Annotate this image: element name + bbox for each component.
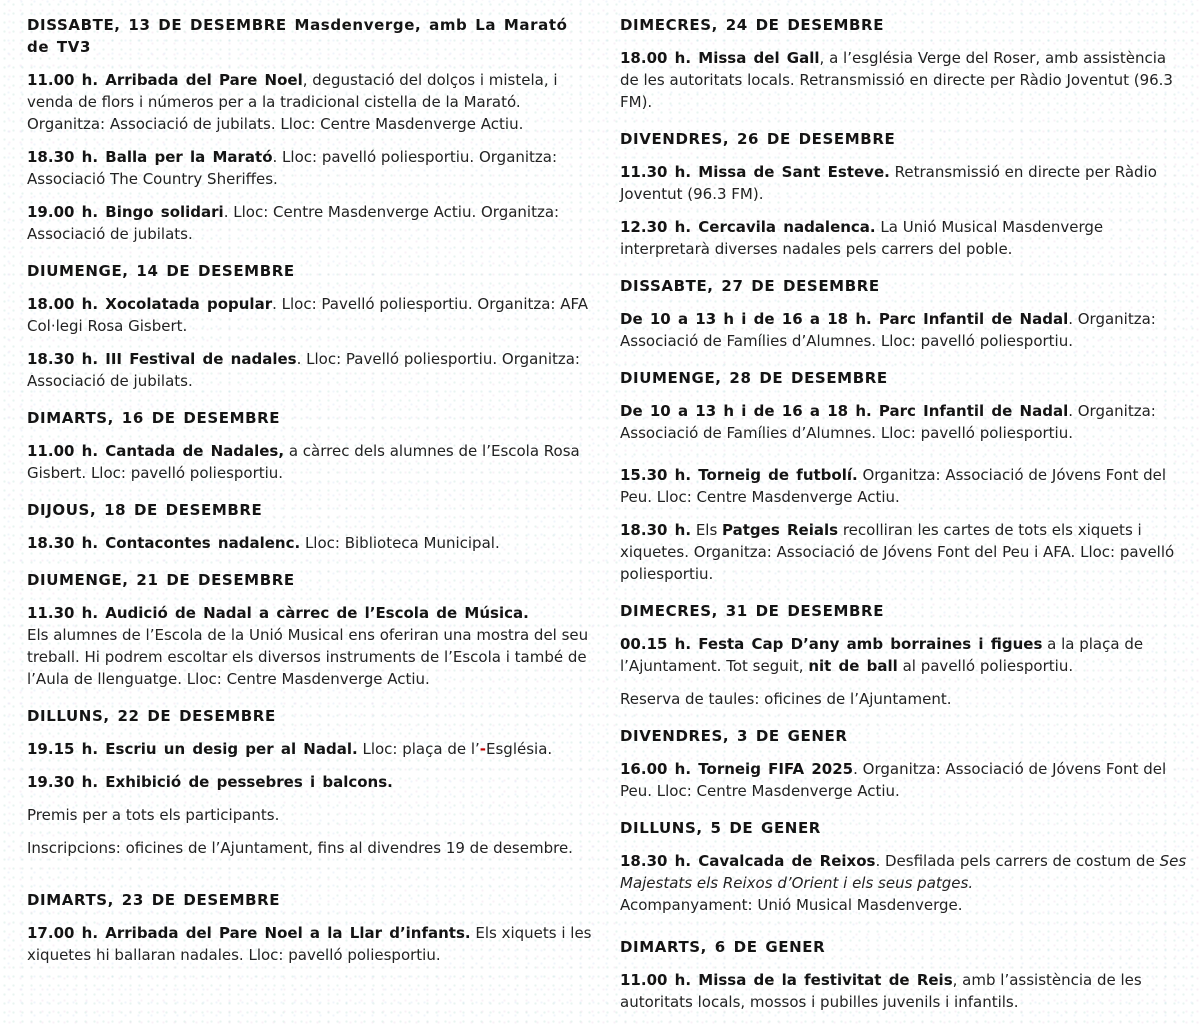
event-day-heading <box>27 14 594 58</box>
text-run: DIUMENGE, 28 DE DESEMBRE <box>620 369 888 387</box>
event-day-heading <box>620 367 1187 389</box>
event-entry <box>27 602 594 690</box>
text-run: DIJOUS, 18 DE DESEMBRE <box>27 501 263 519</box>
text-run: . Organitza: Associació de Famílies d’Alumnes. Lloc: pavelló poliesportiu. <box>620 310 1156 350</box>
text-run: 11.00 h. Missa de la festivitat de Reis <box>620 971 953 989</box>
text-run: DILLUNS, 5 DE GENER <box>620 819 821 837</box>
text-run: DIUMENGE, 14 DE DESEMBRE <box>27 262 295 280</box>
text-run: DIVENDRES, 3 DE GENER <box>620 727 848 745</box>
event-entry <box>620 400 1187 444</box>
text-run: Reserva de taules: oficines de l’Ajuntament. <box>620 690 952 708</box>
event-entry <box>27 348 594 392</box>
text-run: , a l’església Verge del Roser, amb assistència de les autoritats locals. Retransmissió en directe per Ràdio Joventut (96.3 FM). <box>620 49 1173 111</box>
text-run: . Lloc: Centre Masdenverge Actiu. Organitza: Associació de jubilats. <box>27 203 560 243</box>
event-day-heading <box>27 569 594 591</box>
text-run: DISSABTE, 27 DE DESEMBRE <box>620 277 880 295</box>
text-run: DISSABTE, 13 DE DESEMBRE Masdenverge, amb La Marató de TV3 <box>27 16 568 56</box>
text-run: Església. <box>486 740 553 758</box>
text-run: Els alumnes de l’Escola de la Unió Musical ens oferiran una mostra del seu treball. Hi podrem escoltar els diversos instruments de l’Escola i també de l’Aula de llenguatge. Lloc: Centre Masdenverge Actiu. <box>27 626 589 688</box>
event-entry <box>620 633 1187 677</box>
text-run: Ses Majestats els Reixos d’Orient i els seus patges. <box>620 852 1187 892</box>
event-entry <box>620 850 1187 916</box>
event-entry <box>620 161 1187 205</box>
text-run: 00.15 h. Festa Cap D’any amb borraines i figues <box>620 635 1043 653</box>
text-run: 18.30 h. Balla per la Marató <box>27 148 273 166</box>
text-run: . Lloc: pavelló poliesportiu. Organitza: Associació The Country Sheriffes. <box>27 148 558 188</box>
text-run: Patges Reials <box>722 521 839 539</box>
text-run: . Organitza: Associació de Jóvens Font del Peu. Lloc: Centre Masdenverge Actiu. <box>620 760 1167 800</box>
text-run: DILLUNS, 22 DE DESEMBRE <box>27 707 276 725</box>
text-run: a càrrec dels alumnes de l’Escola Rosa Gisbert. Lloc: pavelló poliesportiu. <box>27 442 580 482</box>
event-entry <box>620 519 1187 585</box>
text-run: Acompanyament: Unió Musical Masdenverge. <box>620 896 963 914</box>
text-run: 19.15 h. Escriu un desig per al Nadal. <box>27 740 358 758</box>
text-run: DIUMENGE, 21 DE DESEMBRE <box>27 571 295 589</box>
text-run: 11.30 h. Audició de Nadal a càrrec de l’Escola de Música. <box>27 604 529 622</box>
text-run: De 10 a 13 h i de 16 a 18 h. Parc Infantil de Nadal <box>620 310 1069 328</box>
event-day-heading <box>27 705 594 727</box>
text-run: 18.30 h. Contacontes nadalenc. <box>27 534 301 552</box>
text-run: 16.00 h. Torneig FIFA 2025 <box>620 760 854 778</box>
event-day-heading <box>620 936 1187 958</box>
event-entry <box>27 146 594 190</box>
event-entry <box>620 216 1187 260</box>
text-run: Els <box>691 521 723 539</box>
text-run: 18.00 h. Xocolatada popular <box>27 295 273 313</box>
text-run: recolliran les cartes de tots els xiquets i xiquetes. Organitza: Associació de Jóvens Font del Peu i AFA. Lloc: pavelló poliesportiu. <box>620 521 1175 583</box>
event-entry <box>27 293 594 337</box>
event-entry <box>620 688 1187 710</box>
event-day-heading <box>27 889 594 911</box>
event-entry <box>27 922 594 966</box>
text-run: DIMARTS, 16 DE DESEMBRE <box>27 409 281 427</box>
text-run: DIMARTS, 23 DE DESEMBRE <box>27 891 281 909</box>
text-run: . Lloc: Pavelló poliesportiu. Organitza: Associació de jubilats. <box>27 350 580 390</box>
text-run: al pavelló poliesportiu. <box>897 657 1074 675</box>
columns <box>27 14 1190 1024</box>
red-hyphen-mark: - <box>479 740 487 758</box>
text-run: 11.30 h. Missa de Sant Esteve. <box>620 163 890 181</box>
text-run: De 10 a 13 h i de 16 a 18 h. Parc Infantil de Nadal <box>620 402 1069 420</box>
event-day-heading <box>620 817 1187 839</box>
text-run: Retransmissió en directe per Ràdio Joventut (96.3 FM). <box>620 163 1157 203</box>
text-run: 18.30 h. Cavalcada de Reixos <box>620 852 876 870</box>
event-day-heading <box>620 725 1187 747</box>
text-run: 17.00 h. Arribada del Pare Noel a la Llar d’infants. <box>27 924 471 942</box>
column-left <box>27 14 594 977</box>
event-entry <box>27 738 594 760</box>
event-day-heading <box>27 260 594 282</box>
event-day-heading <box>620 128 1187 150</box>
event-entry <box>27 532 594 554</box>
text-run: DIMECRES, 24 DE DESEMBRE <box>620 16 885 34</box>
text-run: . Desfilada pels carrers de costum de <box>875 852 1160 870</box>
text-run: 19.30 h. Exhibició de pessebres i balcons. <box>27 773 393 791</box>
text-run: DIMECRES, 31 DE DESEMBRE <box>620 602 885 620</box>
text-run: La Unió Musical Masdenverge interpretarà diverses nadales pels carrers del poble. <box>620 218 1104 258</box>
text-run: , degustació del dolços i mistela, i venda de flors i números per a la tradicional cistella de la Marató. Organitza: Associació de jubilats. Lloc: Centre Masdenverge Actiu. <box>27 71 558 133</box>
event-day-heading <box>27 407 594 429</box>
event-entry <box>27 837 594 859</box>
event-day-heading <box>620 14 1187 36</box>
event-entry <box>620 969 1187 1013</box>
text-run: 19.00 h. Bingo solidari <box>27 203 224 221</box>
text-run: Els xiquets i les xiquetes hi ballaran nadales. Lloc: pavelló poliesportiu. <box>27 924 592 964</box>
text-run: Lloc: plaça de l’ <box>357 740 480 758</box>
event-entry <box>27 771 594 793</box>
event-entry <box>620 464 1187 508</box>
text-run: DIVENDRES, 26 DE DESEMBRE <box>620 130 896 148</box>
event-entry <box>620 758 1187 802</box>
event-entry <box>27 201 594 245</box>
text-run: 11.00 h. Cantada de Nadales, <box>27 442 285 460</box>
text-run: Inscripcions: oficines de l’Ajuntament, fins al divendres 19 de desembre. <box>27 839 573 857</box>
text-run: 18.00 h. Missa del Gall <box>620 49 820 67</box>
text-run: 11.00 h. Arribada del Pare Noel <box>27 71 303 89</box>
text-run: 18.30 h. <box>620 521 692 539</box>
text-run: Lloc: Biblioteca Municipal. <box>300 534 500 552</box>
event-day-heading <box>620 275 1187 297</box>
text-run: . Organitza: Associació de Famílies d’Alumnes. Lloc: pavelló poliesportiu. <box>620 402 1156 442</box>
event-entry <box>27 804 594 826</box>
column-right <box>620 14 1187 1024</box>
text-run: 18.30 h. III Festival de nadales <box>27 350 297 368</box>
event-entry <box>27 69 594 135</box>
text-run: Premis per a tots els participants. <box>27 806 280 824</box>
text-run: 12.30 h. Cercavila nadalenca. <box>620 218 876 236</box>
event-entry <box>620 308 1187 352</box>
text-run: nit de ball <box>808 657 898 675</box>
text-run: , amb l’assistència de les autoritats locals, mossos i pubilles juvenils i infantils. <box>620 971 1142 1011</box>
text-run: 15.30 h. Torneig de futbolí. <box>620 466 858 484</box>
text-run: a la plaça de l’Ajuntament. Tot seguit, <box>620 635 1144 675</box>
event-entry <box>27 440 594 484</box>
event-day-heading <box>620 600 1187 622</box>
text-run: DIMARTS, 6 DE GENER <box>620 938 826 956</box>
text-run: Organitza: Associació de Jóvens Font del Peu. Lloc: Centre Masdenverge Actiu. <box>620 466 1167 506</box>
text-run: . Lloc: Pavelló poliesportiu. Organitza: AFA Col·legi Rosa Gisbert. <box>27 295 589 335</box>
event-day-heading <box>27 499 594 521</box>
event-entry <box>620 47 1187 113</box>
